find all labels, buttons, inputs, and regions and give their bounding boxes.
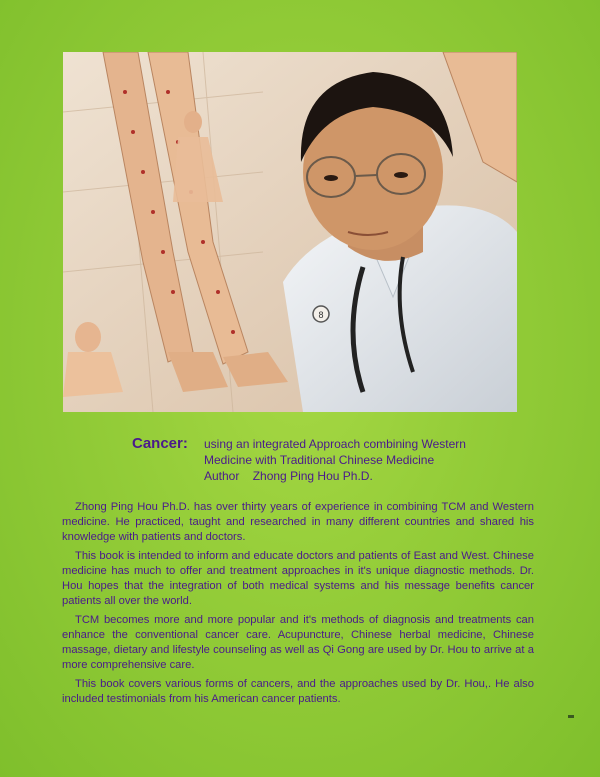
author-photo-illustration xyxy=(63,52,517,412)
book-title-block xyxy=(132,436,532,484)
paragraph-4: This book covers various forms of cancers, and the approaches used by Dr. Hou,. He also included testimonials from his American cancer patients. xyxy=(62,678,534,705)
title-label: Cancer: xyxy=(132,435,188,452)
title-line-2: Medicine with Traditional Chinese Medicine xyxy=(204,453,435,467)
author-label: Author xyxy=(204,469,240,483)
title-line-1: using an integrated Approach combining Western xyxy=(204,437,466,451)
paragraph-3: TCM becomes more and more popular and it's methods of diagnosis and treatments can enhance the conventional cancer care. Acupuncture, Chinese herbal medicine, Chinese massage, dietary and lifestyle counseling as well as Qi Gong are used by Dr. Hou to arrive at a more comprehensive care. xyxy=(62,614,534,671)
corner-mark xyxy=(568,715,574,718)
paragraph-1: Zhong Ping Hou Ph.D. has over thirty years of experience in combining TCM and Western medicine. He practiced, taught and researched in many different countries and shared his knowledge with patients and doctors. xyxy=(62,501,534,543)
svg-text:8: 8 xyxy=(318,310,324,320)
author-line xyxy=(132,468,532,484)
author-photo xyxy=(63,52,517,412)
description-text xyxy=(62,500,534,711)
author-name: Zhong Ping Hou Ph.D. xyxy=(252,469,373,483)
paragraph-2: This book is intended to inform and educate doctors and patients of East and West. Chinese medicine has much to offer and treatment approaches in it's unique diagnostic methods. Dr. Hou hopes that the integration of both medical systems and his message benefits cancer patients all over the world. xyxy=(62,550,534,607)
